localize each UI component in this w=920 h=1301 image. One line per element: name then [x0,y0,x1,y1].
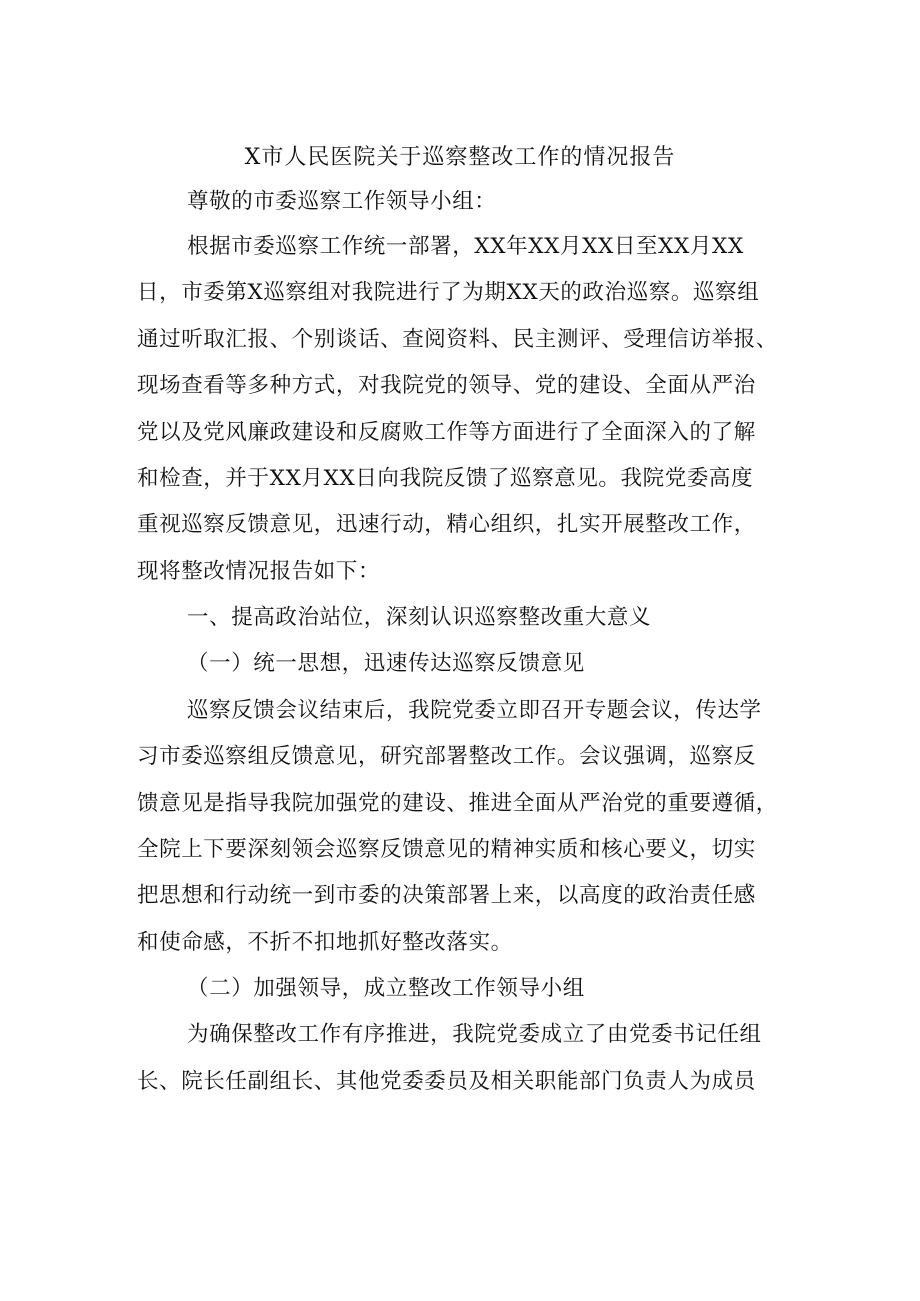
subsection-heading: （二）加强领导，成立整改工作领导小组 [187,976,585,1001]
paragraph-line: 把思想和行动统一到市委的决策部署上来，以高度的政治责任感 [137,883,756,908]
paragraph-line: 和使命感，不折不扣地抓好整改落实。 [137,930,513,955]
paragraph-line: 为确保整改工作有序推进，我院党委成立了由党委书记任组 [187,1022,762,1047]
paragraph-line: 长、院长任副组长、其他党委委员及相关职能部门负责人为成员 [137,1069,756,1094]
paragraph-line: 巡察反馈会议结束后，我院党委立即召开专题会议，传达学 [187,698,762,723]
paragraph-line: 日，市委第X巡察组对我院进行了为期XX天的政治巡察。巡察组 [137,280,760,305]
subsection-heading: （一）统一思想，迅速传达巡察反馈意见 [187,651,585,676]
paragraph-line: 全院上下要深刻领会巡察反馈意见的精神实质和核心要义，切实 [137,837,756,862]
section-heading: 一、提高政治站位，深刻认识巡察整改重大意义 [187,605,652,630]
paragraph-line: 重视巡察反馈意见，迅速行动，精心组织，扎实开展整改工作， [137,512,756,537]
paragraph-line: 和检查，并于XX月XX日向我院反馈了巡察意见。我院党委高度 [137,466,754,491]
salutation: 尊敬的市委巡察工作领导小组： [187,189,497,214]
paragraph-line: 馈意见是指导我院加强党的建设、推进全面从严治党的重要遵循， [137,791,778,816]
paragraph-line: 现场查看等多种方式，对我院党的领导、党的建设、全面从严治 [137,373,756,398]
paragraph-line: 现将整改情况报告如下： [137,559,381,584]
document-title: X市人民医院关于巡察整改工作的情况报告 [244,145,676,170]
paragraph-line: 党以及党风廉政建设和反腐败工作等方面进行了全面深入的了解 [137,420,756,445]
paragraph-line: 习市委巡察组反馈意见，研究部署整改工作。会议强调，巡察反 [137,744,756,769]
paragraph-line: 根据市委巡察工作统一部署，XX年XX月XX日至XX月XX [187,234,744,259]
paragraph-line: 通过听取汇报、个别谈话、查阅资料、民主测评、受理信访举报、 [137,327,778,352]
